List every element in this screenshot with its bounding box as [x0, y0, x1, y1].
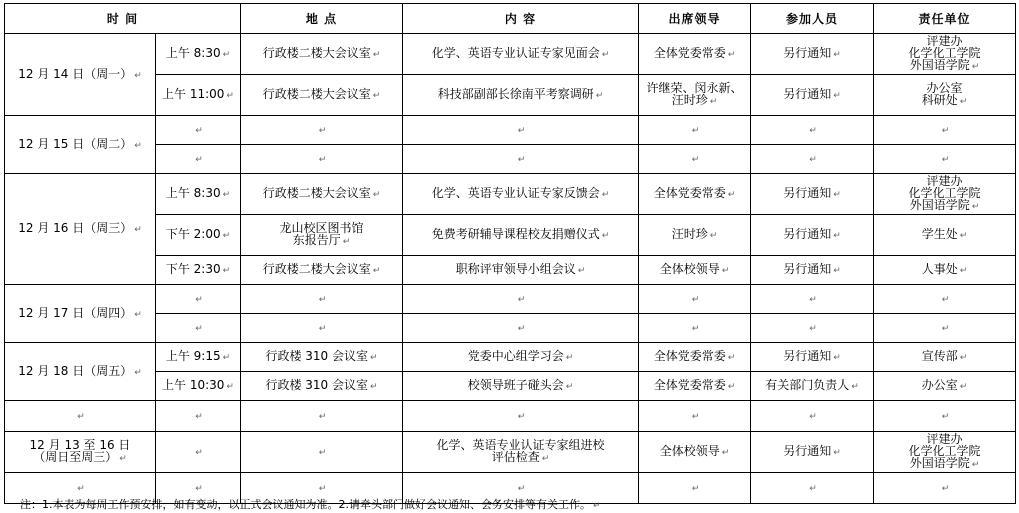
- cell-leader: [639, 285, 751, 314]
- cell-unit: [874, 34, 1016, 75]
- cell-attendees-text: 另行通知: [783, 186, 832, 200]
- cell-leader-text: 全体党委常委: [653, 349, 726, 363]
- cell-time-text: 上午 9:15: [165, 349, 221, 363]
- cell-content: [403, 174, 639, 215]
- cell-leader: [639, 256, 751, 285]
- table-row: [5, 34, 1016, 75]
- paragraph-mark-icon: ↵: [318, 484, 327, 494]
- cell-place-text: 行政楼 310 会议室: [265, 378, 368, 392]
- paragraph-mark-icon: ↵: [941, 126, 950, 136]
- header-time: 时 间: [5, 4, 241, 34]
- paragraph-mark-icon: ↵: [851, 382, 859, 392]
- cell-leader: [639, 473, 751, 504]
- cell-unit: [874, 215, 1016, 256]
- paragraph-mark-icon: ↵: [134, 367, 142, 378]
- cell-place: [241, 215, 403, 256]
- paragraph-mark-icon: ↵: [134, 309, 142, 320]
- paragraph-mark-icon: ↵: [721, 266, 730, 276]
- cell-attendees-text: 另行通知: [783, 227, 832, 241]
- cell-content-text: 化学、英语专业认证专家组进校 评估检查: [436, 438, 605, 464]
- cell-attendees: [751, 256, 874, 285]
- cell-unit-text: 办公室 科研处: [921, 81, 963, 107]
- paragraph-mark-icon: ↵: [318, 155, 327, 165]
- cell-place: [241, 256, 403, 285]
- paragraph-mark-icon: ↵: [222, 190, 231, 200]
- cell-time: [156, 75, 241, 116]
- paragraph-mark-icon: ↵: [517, 412, 526, 422]
- paragraph-mark-icon: ↵: [959, 266, 968, 276]
- cell-unit-text: 宣传部: [921, 349, 958, 363]
- period-label: [5, 432, 156, 473]
- paragraph-mark-icon: ↵: [372, 91, 381, 101]
- cell-attendees: [751, 145, 874, 174]
- paragraph-mark-icon: ↵: [941, 155, 950, 165]
- cell-place: [241, 401, 403, 432]
- paragraph-mark-icon: ↵: [971, 460, 980, 470]
- paragraph-mark-icon: ↵: [601, 50, 610, 60]
- cell-time-text: 上午 8:30: [165, 46, 221, 60]
- table-row: [5, 343, 1016, 372]
- paragraph-mark-icon: ↵: [809, 126, 817, 136]
- cell-time: [156, 116, 241, 145]
- paragraph-mark-icon: ↵: [809, 155, 817, 165]
- cell-time-text: 上午 10:30: [162, 378, 225, 392]
- header-place: 地 点: [241, 4, 403, 34]
- paragraph-mark-icon: ↵: [601, 231, 610, 241]
- cell-time: [156, 174, 241, 215]
- cell-place: [241, 285, 403, 314]
- cell-attendees: [751, 372, 874, 401]
- cell-unit: [874, 343, 1016, 372]
- table-row: [5, 432, 1016, 473]
- cell-content: [403, 256, 639, 285]
- cell-time: [156, 256, 241, 285]
- cell-time: [156, 343, 241, 372]
- table-row: [5, 372, 1016, 401]
- cell-content: [403, 343, 639, 372]
- cell-content-text: 免费考研辅导课程校友捐赠仪式: [431, 227, 600, 241]
- day-label: [5, 174, 156, 285]
- cell-unit-text: 评建办 化学化工学院 外国语学院: [908, 432, 981, 470]
- paragraph-mark-icon: ↵: [195, 412, 203, 422]
- cell-leader: [639, 116, 751, 145]
- period-label-text: 12 月 13 至 16 日 （周日至周三）: [29, 438, 131, 464]
- day-label-text: 12 月 16 日（周三）: [18, 221, 133, 235]
- cell-leader-text: 全体校领导: [659, 444, 720, 458]
- cell-attendees: [751, 343, 874, 372]
- paragraph-mark-icon: ↵: [195, 484, 203, 494]
- cell-unit-text: 评建办 化学化工学院 外国语学院: [908, 34, 981, 72]
- cell-attendees: [751, 432, 874, 473]
- paragraph-mark-icon: ↵: [134, 70, 142, 81]
- paragraph-mark-icon: ↵: [691, 295, 700, 305]
- cell-content: [403, 215, 639, 256]
- paragraph-mark-icon: ↵: [727, 50, 736, 60]
- day-label: [5, 343, 156, 401]
- cell-leader: [639, 215, 751, 256]
- cell-content-text: 党委中心组学习会: [467, 349, 564, 363]
- cell-place: [241, 432, 403, 473]
- paragraph-mark-icon: ↵: [721, 448, 730, 458]
- cell-content-text: 化学、英语专业认证专家反馈会: [431, 186, 600, 200]
- paragraph-mark-icon: ↵: [195, 126, 203, 136]
- cell-content-text: 化学、英语专业认证专家见面会: [431, 46, 600, 60]
- cell-attendees: [751, 314, 874, 343]
- footnote-text: 注：1.本表为每周工作预安排，如有变动，以正式会议通知为准。2.请牵头部门做好会议通知、会务安排等有关工作。: [20, 498, 591, 511]
- cell-attendees: [751, 473, 874, 504]
- day-label: [5, 116, 156, 174]
- cell-attendees-text: 有关部门负责人: [765, 378, 850, 392]
- paragraph-mark-icon: ↵: [727, 353, 736, 363]
- paragraph-mark-icon: ↵: [709, 97, 718, 107]
- cell-leader: [639, 432, 751, 473]
- cell-time: [156, 401, 241, 432]
- footnote: [20, 496, 601, 512]
- cell-unit: [874, 116, 1016, 145]
- day-label: [5, 34, 156, 116]
- paragraph-mark-icon: ↵: [691, 412, 700, 422]
- cell-place-text: 行政楼二楼大会议室: [262, 46, 371, 60]
- paragraph-mark-icon: ↵: [195, 448, 203, 458]
- table-row: [5, 116, 1016, 145]
- paragraph-mark-icon: ↵: [318, 295, 327, 305]
- table-row: [5, 401, 1016, 432]
- paragraph-mark-icon: ↵: [517, 126, 526, 136]
- cell-time: [156, 285, 241, 314]
- paragraph-mark-icon: ↵: [77, 484, 85, 494]
- paragraph-mark-icon: ↵: [342, 237, 351, 247]
- paragraph-mark-icon: ↵: [941, 484, 950, 494]
- paragraph-mark-icon: ↵: [833, 231, 841, 241]
- day-label: [5, 285, 156, 343]
- paragraph-mark-icon: ↵: [809, 295, 817, 305]
- cell-attendees-text: 另行通知: [783, 262, 832, 276]
- paragraph-mark-icon: ↵: [565, 382, 574, 392]
- cell-attendees: [751, 215, 874, 256]
- cell-attendees: [751, 174, 874, 215]
- cell-place-text: 龙山校区图书馆 东报告厅: [279, 221, 364, 247]
- header-content: 内 容: [403, 4, 639, 34]
- cell-time-text: 上午 11:00: [162, 87, 225, 101]
- paragraph-mark-icon: ↵: [959, 353, 968, 363]
- cell-attendees-text: 另行通知: [783, 349, 832, 363]
- paragraph-mark-icon: ↵: [691, 484, 700, 494]
- paragraph-mark-icon: ↵: [222, 353, 231, 363]
- cell-attendees-text: 另行通知: [783, 46, 832, 60]
- cell-content-text: 职称评审领导小组会议: [455, 262, 576, 276]
- table-row: [5, 145, 1016, 174]
- table-row: [5, 215, 1016, 256]
- cell-time: [156, 34, 241, 75]
- paragraph-mark-icon: ↵: [370, 382, 378, 392]
- cell-attendees: [751, 285, 874, 314]
- cell-place: [241, 34, 403, 75]
- cell-leader: [639, 343, 751, 372]
- cell-time: [156, 432, 241, 473]
- weekly-schedule-table: [4, 3, 1016, 504]
- cell-place-text: 行政楼 310 会议室: [265, 349, 368, 363]
- blank-label: [5, 401, 156, 432]
- paragraph-mark-icon: ↵: [941, 295, 950, 305]
- paragraph-mark-icon: ↵: [833, 448, 841, 458]
- cell-content-text: 科技部副部长徐南平考察调研: [437, 87, 594, 101]
- paragraph-mark-icon: ↵: [370, 353, 378, 363]
- paragraph-mark-icon: ↵: [959, 97, 968, 107]
- cell-leader-text: 全体党委常委: [653, 46, 726, 60]
- cell-leader: [639, 314, 751, 343]
- cell-place: [241, 372, 403, 401]
- paragraph-mark-icon: ↵: [809, 484, 817, 494]
- cell-unit: [874, 372, 1016, 401]
- cell-unit: [874, 285, 1016, 314]
- cell-leader-text: 全体党委常委: [653, 378, 726, 392]
- header-leader: 出席领导: [639, 4, 751, 34]
- paragraph-mark-icon: ↵: [565, 353, 574, 363]
- paragraph-mark-icon: ↵: [833, 190, 841, 200]
- day-label-text: 12 月 14 日（周一）: [18, 66, 133, 81]
- paragraph-mark-icon: ↵: [318, 412, 327, 422]
- cell-place: [241, 75, 403, 116]
- paragraph-mark-icon: ↵: [691, 155, 700, 165]
- cell-place: [241, 145, 403, 174]
- cell-content: [403, 75, 639, 116]
- cell-attendees: [751, 34, 874, 75]
- paragraph-mark-icon: ↵: [971, 62, 980, 72]
- schedule-body: [5, 34, 1016, 504]
- paragraph-mark-icon: ↵: [222, 50, 231, 60]
- cell-time-text: 下午 2:30: [165, 262, 221, 276]
- paragraph-mark-icon: ↵: [833, 91, 841, 101]
- paragraph-mark-icon: ↵: [226, 91, 234, 101]
- cell-place: [241, 314, 403, 343]
- cell-unit: [874, 473, 1016, 504]
- paragraph-mark-icon: ↵: [601, 190, 610, 200]
- cell-place-text: 行政楼二楼大会议室: [262, 262, 371, 276]
- paragraph-mark-icon: ↵: [318, 448, 327, 458]
- cell-leader: [639, 34, 751, 75]
- paragraph-mark-icon: ↵: [727, 190, 736, 200]
- cell-leader: [639, 75, 751, 116]
- paragraph-mark-icon: ↵: [541, 454, 550, 464]
- cell-leader: [639, 372, 751, 401]
- table-row: [5, 75, 1016, 116]
- paragraph-mark-icon: ↵: [595, 91, 604, 101]
- paragraph-mark-icon: ↵: [577, 266, 586, 276]
- cell-unit-text: 学生处: [921, 227, 958, 241]
- cell-unit: [874, 256, 1016, 285]
- header-unit: 责任单位: [874, 4, 1016, 34]
- paragraph-mark-icon: ↵: [517, 155, 526, 165]
- cell-place-text: 行政楼二楼大会议室: [262, 186, 371, 200]
- header-attendees: 参加人员: [751, 4, 874, 34]
- cell-leader-text: 全体校领导: [659, 262, 720, 276]
- cell-leader: [639, 401, 751, 432]
- paragraph-mark-icon: ↵: [134, 225, 142, 235]
- paragraph-mark-icon: ↵: [318, 126, 327, 136]
- cell-place: [241, 116, 403, 145]
- cell-time: [156, 215, 241, 256]
- paragraph-mark-icon: ↵: [372, 190, 381, 200]
- table-row: [5, 256, 1016, 285]
- cell-leader: [639, 145, 751, 174]
- paragraph-mark-icon: ↵: [709, 231, 718, 241]
- cell-time: [156, 372, 241, 401]
- paragraph-mark-icon: ↵: [833, 266, 841, 276]
- cell-content: [403, 432, 639, 473]
- cell-content: [403, 145, 639, 174]
- paragraph-mark-icon: ↵: [195, 155, 203, 165]
- paragraph-mark-icon: ↵: [226, 382, 234, 392]
- paragraph-mark-icon: ↵: [941, 324, 950, 334]
- paragraph-mark-icon: ↵: [195, 295, 203, 305]
- cell-attendees-text: 另行通知: [783, 87, 832, 101]
- cell-time-text: 下午 2:00: [165, 227, 221, 241]
- cell-unit: [874, 314, 1016, 343]
- paragraph-mark-icon: ↵: [318, 324, 327, 334]
- paragraph-mark-icon: ↵: [77, 412, 85, 422]
- cell-unit: [874, 75, 1016, 116]
- paragraph-mark-icon: ↵: [833, 50, 841, 60]
- cell-unit-text: 评建办 化学化工学院 外国语学院: [908, 174, 981, 212]
- paragraph-mark-icon: ↵: [971, 202, 980, 212]
- cell-content: [403, 372, 639, 401]
- paragraph-mark-icon: ↵: [809, 412, 817, 422]
- cell-unit-text: 办公室: [921, 378, 958, 392]
- paragraph-mark-icon: ↵: [134, 140, 142, 151]
- paragraph-mark-icon: ↵: [593, 501, 601, 511]
- cell-content: [403, 314, 639, 343]
- paragraph-mark-icon: ↵: [372, 266, 381, 276]
- cell-content: [403, 34, 639, 75]
- cell-content: [403, 401, 639, 432]
- paragraph-mark-icon: ↵: [941, 412, 950, 422]
- cell-attendees: [751, 75, 874, 116]
- table-row: [5, 314, 1016, 343]
- paragraph-mark-icon: ↵: [222, 266, 231, 276]
- cell-content-text: 校领导班子碰头会: [467, 378, 564, 392]
- cell-attendees: [751, 116, 874, 145]
- cell-place: [241, 174, 403, 215]
- paragraph-mark-icon: ↵: [691, 126, 700, 136]
- cell-unit-text: 人事处: [921, 262, 958, 276]
- cell-place: [241, 343, 403, 372]
- cell-content: [403, 285, 639, 314]
- cell-place-text: 行政楼二楼大会议室: [262, 87, 371, 101]
- cell-leader: [639, 174, 751, 215]
- cell-unit: [874, 432, 1016, 473]
- cell-leader-text: 汪时珍: [671, 227, 708, 241]
- paragraph-mark-icon: ↵: [517, 295, 526, 305]
- paragraph-mark-icon: ↵: [691, 324, 700, 334]
- paragraph-mark-icon: ↵: [517, 484, 526, 494]
- paragraph-mark-icon: ↵: [959, 231, 968, 241]
- paragraph-mark-icon: ↵: [959, 382, 968, 392]
- cell-attendees: [751, 401, 874, 432]
- cell-time: [156, 145, 241, 174]
- cell-attendees-text: 另行通知: [783, 444, 832, 458]
- cell-unit: [874, 401, 1016, 432]
- paragraph-mark-icon: ↵: [517, 324, 526, 334]
- day-label-text: 12 月 17 日（周四）: [18, 305, 133, 320]
- paragraph-mark-icon: ↵: [372, 50, 381, 60]
- paragraph-mark-icon: ↵: [727, 382, 736, 392]
- paragraph-mark-icon: ↵: [222, 231, 231, 241]
- cell-content: [403, 116, 639, 145]
- day-label-text: 12 月 15 日（周二）: [18, 136, 133, 151]
- paragraph-mark-icon: ↵: [809, 324, 817, 334]
- paragraph-mark-icon: ↵: [833, 353, 841, 363]
- cell-time: [156, 314, 241, 343]
- cell-time-text: 上午 8:30: [165, 186, 221, 200]
- paragraph-mark-icon: ↵: [119, 454, 127, 464]
- table-row: [5, 174, 1016, 215]
- day-label-text: 12 月 18 日（周五）: [18, 363, 133, 378]
- table-row: [5, 285, 1016, 314]
- header-row: [5, 4, 1016, 34]
- cell-leader-text: 全体党委常委: [653, 186, 726, 200]
- cell-unit: [874, 174, 1016, 215]
- paragraph-mark-icon: ↵: [195, 324, 203, 334]
- cell-leader-text: 许继荣、闵永新、 汪时珍: [646, 81, 743, 107]
- cell-unit: [874, 145, 1016, 174]
